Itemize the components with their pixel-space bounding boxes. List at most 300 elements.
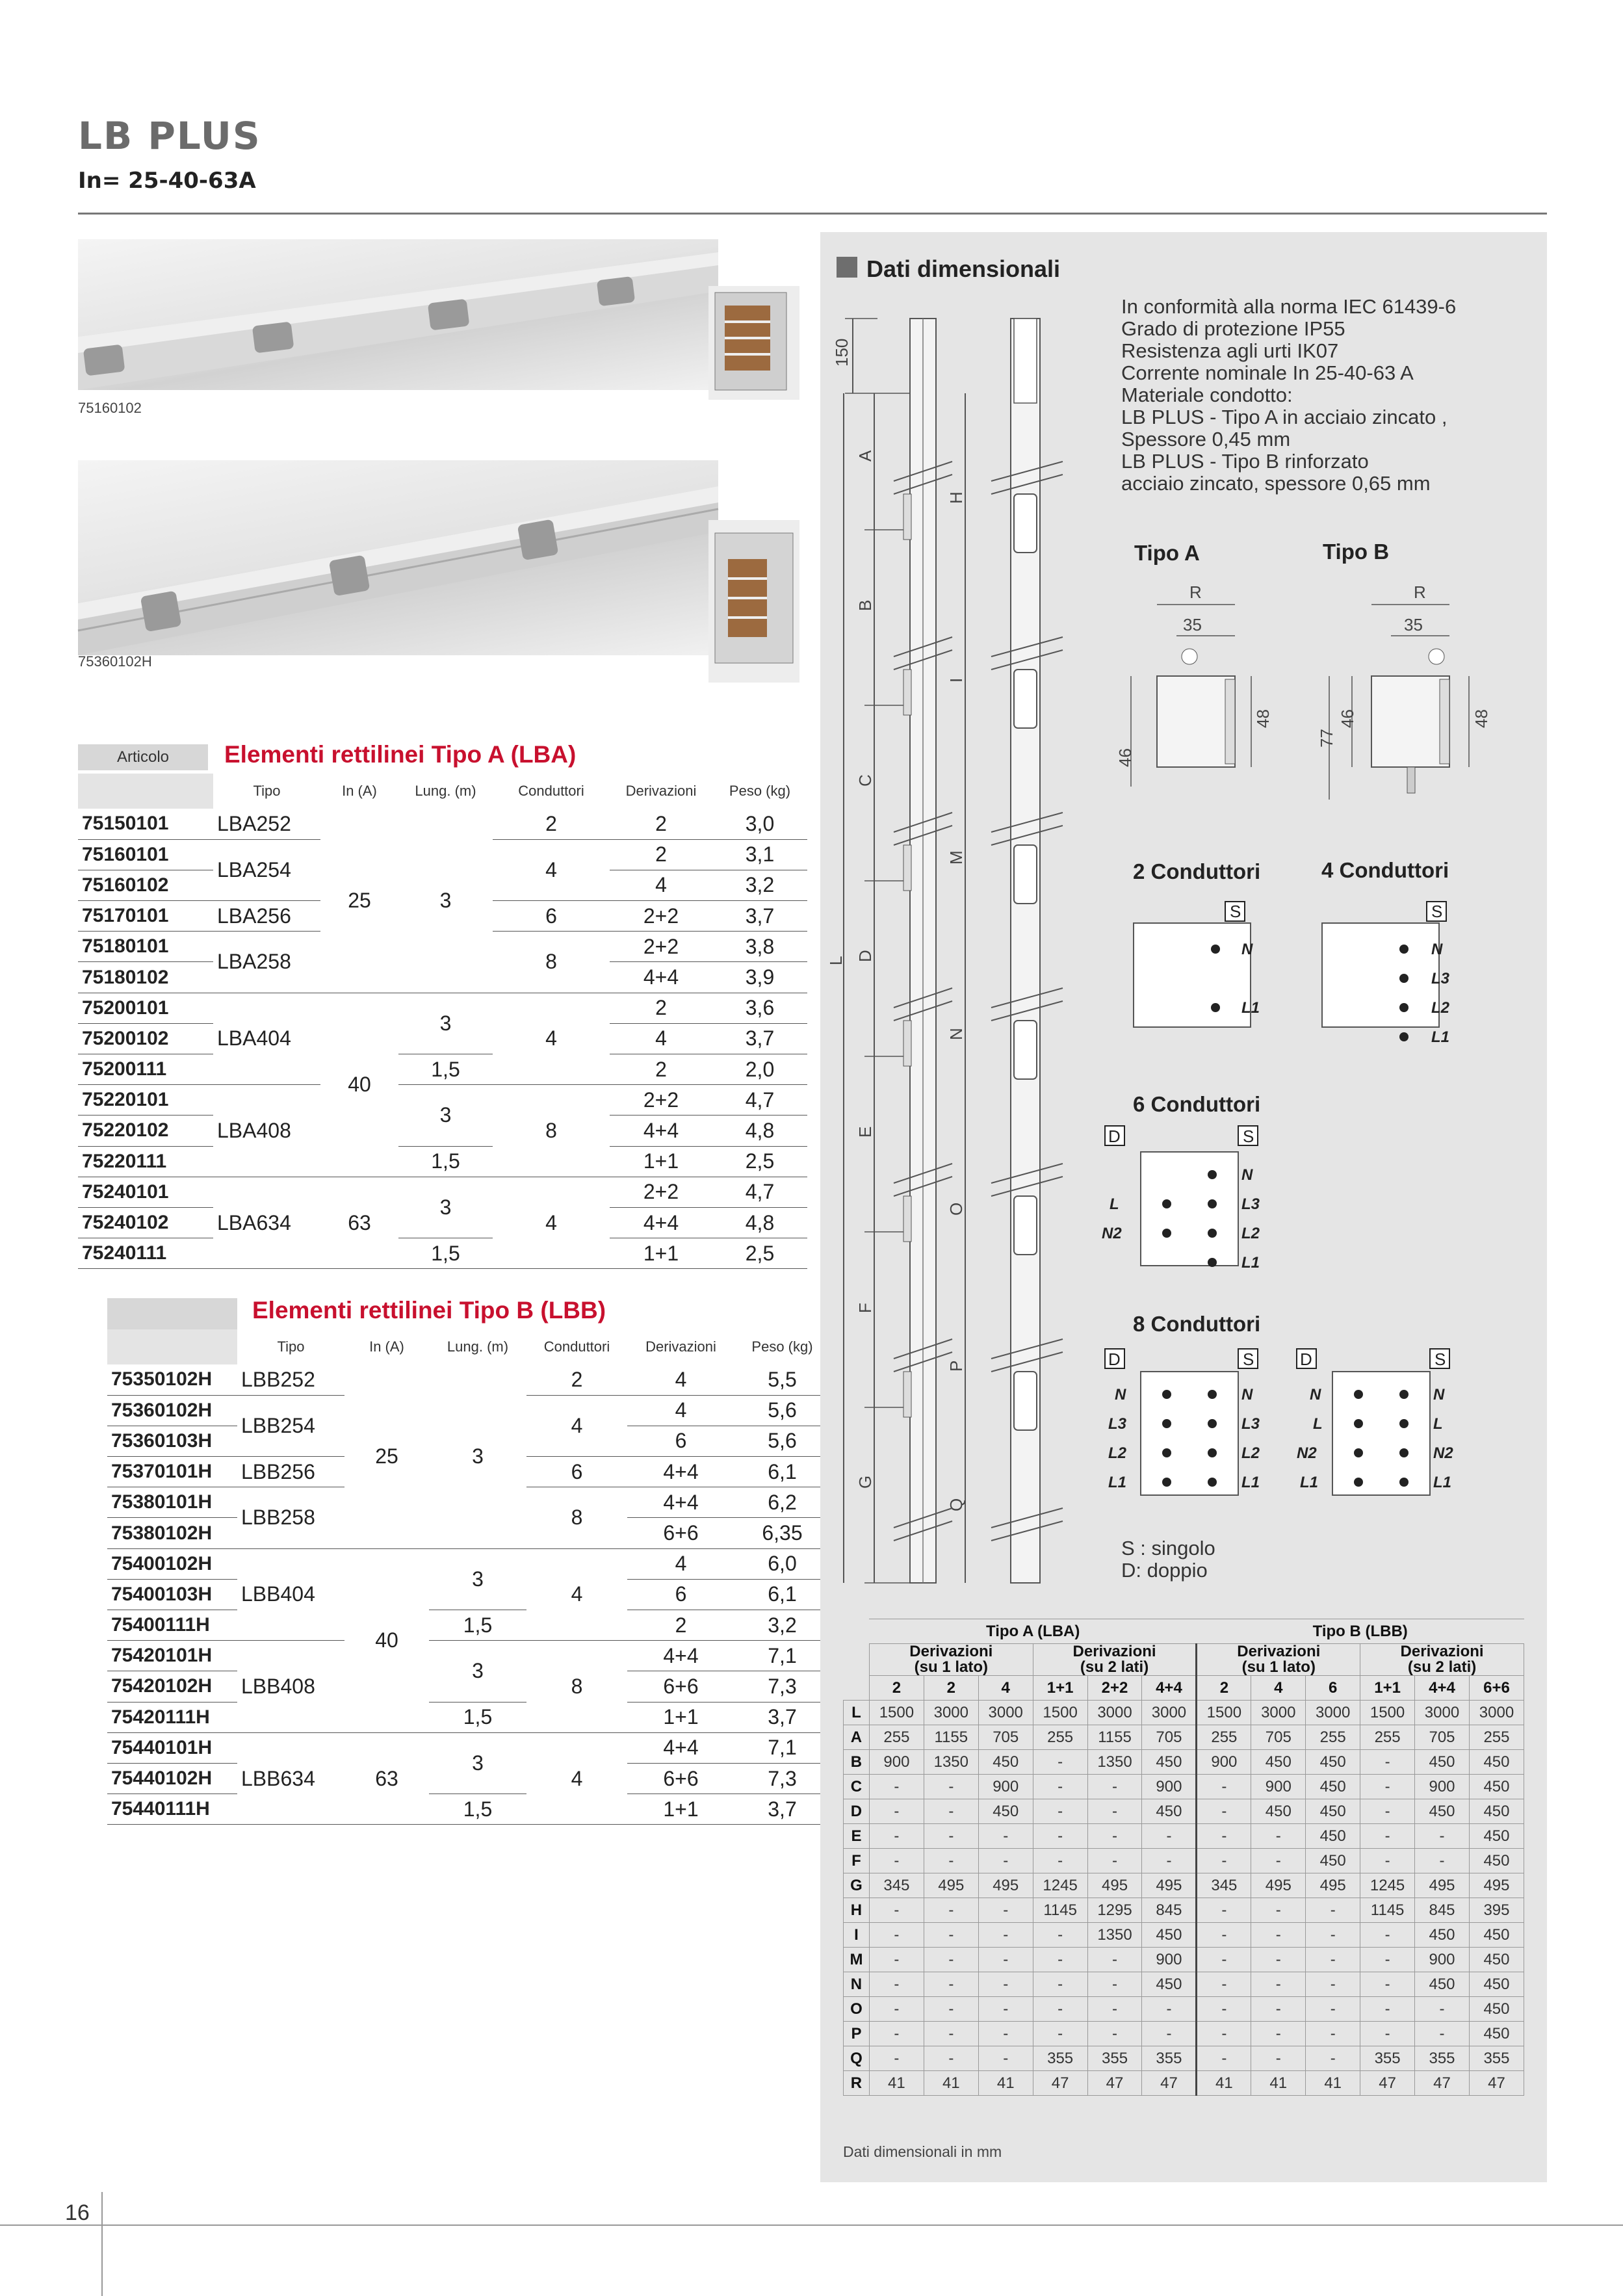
dim-cell: 255 — [1469, 1725, 1524, 1750]
peso-cell: 2,5 — [712, 1146, 807, 1177]
th-conduttori: Conduttori — [543, 1338, 610, 1355]
article-code: 75380102H — [107, 1518, 237, 1548]
table-b-title: Elementi rettilinei Tipo B (LBB) — [252, 1297, 606, 1324]
dim-cell: 1500 — [1360, 1701, 1415, 1725]
dim-cell: - — [978, 1824, 1033, 1849]
article-code: 75380101H — [107, 1487, 237, 1518]
dim-row-key: F — [844, 1849, 870, 1873]
dim-cell: - — [1251, 1849, 1306, 1873]
dim-cell: - — [869, 1923, 924, 1948]
dim-cell: - — [869, 2022, 924, 2046]
dim-cell: - — [1360, 2022, 1415, 2046]
dim-cell: - — [1197, 1799, 1251, 1824]
dim-48: 48 — [1253, 709, 1273, 728]
product-photo-lbb — [78, 460, 718, 655]
table-row — [78, 809, 807, 839]
dim-col-header: 2 — [924, 1676, 978, 1701]
lbl-n: N — [1433, 1386, 1445, 1403]
dim-cell: 450 — [1142, 1799, 1197, 1824]
dim-cell: - — [1415, 1849, 1470, 1873]
article-code: 75360103H — [107, 1426, 237, 1456]
spec-line: acciaio zincato, spessore 0,65 mm — [1121, 472, 1431, 495]
dim-cell: - — [924, 1972, 978, 1997]
dim-cell: - — [1306, 1923, 1360, 1948]
peso-cell: 3,2 — [712, 870, 807, 900]
lbl-l1: L1 — [1241, 999, 1260, 1017]
lung-cell: 1,5 — [429, 1702, 526, 1732]
lbl-l2: L2 — [1241, 1444, 1260, 1462]
article-code: 75400102H — [107, 1548, 237, 1579]
conduttori-cell: 8 — [526, 1641, 627, 1733]
dim-cell: 900 — [1142, 1775, 1197, 1799]
dim-cell: - — [924, 1948, 978, 1972]
dim-cell: - — [1033, 2022, 1087, 2046]
cond8-diagram-a — [1102, 1346, 1290, 1521]
peso-cell: 6,0 — [734, 1548, 830, 1579]
dim-cell: - — [924, 1898, 978, 1923]
article-code: 75360102H — [107, 1395, 237, 1426]
mark-s: S — [1243, 1127, 1254, 1146]
lbl-l3: L3 — [1241, 1415, 1260, 1433]
lung-cell: 3 — [429, 1732, 526, 1794]
dim-col-header: 2+2 — [1087, 1676, 1142, 1701]
dim-cell: 255 — [1197, 1725, 1251, 1750]
dim-cell: - — [978, 2046, 1033, 2071]
dim-row-key: L — [844, 1701, 870, 1725]
dim-cell: 345 — [869, 1873, 924, 1898]
conduttori-cell: 8 — [493, 932, 610, 993]
spec-line: Grado di protezione IP55 — [1121, 317, 1345, 340]
dim-cell: 1500 — [869, 1701, 924, 1725]
dim-cell: 355 — [1360, 2046, 1415, 2071]
derivazioni-cell: 2 — [610, 809, 712, 839]
dim-cell: - — [1197, 1923, 1251, 1948]
peso-cell: 3,6 — [712, 993, 807, 1023]
table-b-header-blank — [107, 1329, 237, 1364]
dim-cell: - — [1197, 2022, 1251, 2046]
dim-cell: 705 — [1251, 1725, 1306, 1750]
lbl-l: L — [1433, 1415, 1443, 1433]
dim-cell: - — [1087, 1948, 1142, 1972]
lbl-l2: L2 — [1431, 999, 1450, 1017]
peso-cell: 6,35 — [734, 1518, 830, 1548]
dim-cell: 47 — [1033, 2071, 1087, 2096]
lung-cell: 3 — [398, 1085, 493, 1146]
dim-cell: 1245 — [1033, 1873, 1087, 1898]
der-2-sides-b — [1360, 1644, 1524, 1676]
dim-cell: 495 — [978, 1873, 1033, 1898]
lbl-l1: L1 — [1241, 1474, 1260, 1491]
tipo-cell: LBA256 — [213, 901, 320, 932]
derivazioni-cell: 4+4 — [610, 1207, 712, 1238]
table-row — [107, 1610, 830, 1641]
spec-list — [1121, 296, 1456, 495]
in-cell: 40 — [344, 1548, 429, 1732]
dim-cell: 450 — [1306, 1824, 1360, 1849]
article-code: 75420111H — [107, 1702, 237, 1732]
dim-cell: - — [1087, 1849, 1142, 1873]
table-row — [844, 2046, 1524, 2071]
lung-cell: 3 — [398, 809, 493, 993]
lung-cell: 1,5 — [398, 1146, 493, 1177]
th-derivazioni: Derivazioni — [645, 1338, 716, 1355]
dim-cell: - — [1306, 2046, 1360, 2071]
dim-cell: - — [1142, 1997, 1197, 2022]
dim-cell: 1350 — [1087, 1923, 1142, 1948]
dim-cell: 450 — [1469, 1750, 1524, 1775]
dim-48-b: 48 — [1472, 709, 1491, 728]
lbl-l: L — [1313, 1415, 1323, 1433]
table-row — [78, 1054, 807, 1085]
dim-cell: 450 — [1469, 1923, 1524, 1948]
dim-cell: - — [869, 1997, 924, 2022]
derivazioni-cell: 6+6 — [627, 1671, 734, 1702]
busbar-a-illustration — [78, 239, 718, 390]
dim-cell: 900 — [869, 1750, 924, 1775]
tipo-cell: LBA252 — [213, 809, 320, 839]
peso-cell: 3,8 — [712, 932, 807, 962]
dim-row-key: R — [844, 2071, 870, 2096]
peso-cell: 7,3 — [734, 1671, 830, 1702]
table-row — [844, 1997, 1524, 2022]
dim-cell: 355 — [1087, 2046, 1142, 2071]
lbl-l3: L3 — [1431, 970, 1450, 987]
dim-cell: - — [978, 1849, 1033, 1873]
derivazioni-cell: 2 — [610, 839, 712, 870]
dim-cell: 1295 — [1087, 1898, 1142, 1923]
lung-cell: 3 — [429, 1364, 526, 1548]
derivazioni-cell: 6 — [627, 1426, 734, 1456]
dim-col-row — [844, 1676, 1524, 1701]
dim-cell: - — [978, 1898, 1033, 1923]
der-1-side-b — [1197, 1644, 1360, 1676]
dim-row-key: C — [844, 1775, 870, 1799]
peso-cell: 5,5 — [734, 1364, 830, 1395]
table-row — [78, 1146, 807, 1177]
dim-cell: - — [1251, 1948, 1306, 1972]
table-b — [107, 1329, 830, 1825]
dim-col-header: 4+4 — [1415, 1676, 1470, 1701]
dim-cell: 900 — [1197, 1750, 1251, 1775]
der-label: Derivazioni — [1400, 1643, 1484, 1660]
dim-P: P — [946, 1360, 966, 1372]
dim-cell: - — [924, 2046, 978, 2071]
dim-cell: - — [1415, 1824, 1470, 1849]
dim-cell: - — [1360, 1849, 1415, 1873]
table-b-tag — [107, 1298, 237, 1329]
dim-cell: 450 — [1415, 1923, 1470, 1948]
tipo-cell: LBA404 — [213, 993, 320, 1085]
dim-cell: - — [1142, 2022, 1197, 2046]
dim-cell: 3000 — [978, 1701, 1033, 1725]
derivazioni-cell: 4 — [610, 1023, 712, 1054]
page-subtitle: In= 25-40-63A — [78, 168, 256, 194]
lbl-l1: L1 — [1241, 1254, 1260, 1272]
legend-single: S : singolo — [1121, 1537, 1215, 1559]
dim-cell: - — [869, 1824, 924, 1849]
dim-cell: 450 — [1142, 1972, 1197, 1997]
lung-cell: 3 — [398, 993, 493, 1054]
article-code: 75420101H — [107, 1641, 237, 1671]
lung-cell: 1,5 — [398, 1238, 493, 1269]
mark-s: S — [1431, 902, 1443, 921]
dim-cell: - — [869, 1898, 924, 1923]
dim-cell: - — [1087, 1799, 1142, 1824]
derivazioni-cell: 6+6 — [627, 1518, 734, 1548]
peso-cell: 4,7 — [712, 1085, 807, 1115]
dim-cell: 450 — [978, 1750, 1033, 1775]
article-code: 75350102H — [107, 1364, 237, 1395]
spec-line: Materiale condotto: — [1121, 384, 1293, 406]
table-row — [844, 1898, 1524, 1923]
dim-cell: - — [1087, 1972, 1142, 1997]
lbl-l: L — [1110, 1195, 1119, 1213]
spec-line: In conformità alla norma IEC 61439-6 — [1121, 295, 1457, 318]
article-code: 75220102 — [78, 1115, 213, 1146]
dim-cell: 450 — [1306, 1750, 1360, 1775]
dim-r: R — [1189, 582, 1202, 602]
table-row — [844, 1701, 1524, 1725]
dim-row-key: B — [844, 1750, 870, 1775]
dim-cell: 47 — [1087, 2071, 1142, 2096]
derivazioni-cell: 4+4 — [610, 1115, 712, 1146]
dim-B: B — [855, 599, 875, 611]
dim-cell: 3000 — [1087, 1701, 1142, 1725]
der-sub: (su 1 lato) — [914, 1658, 988, 1676]
dim-cell: 3000 — [1251, 1701, 1306, 1725]
table-row — [107, 1641, 830, 1671]
table-row — [107, 1364, 830, 1395]
conduttori-cell: 8 — [493, 1085, 610, 1177]
lung-cell: 3 — [398, 1177, 493, 1238]
dim-cell: - — [869, 2046, 924, 2071]
in-cell: 25 — [344, 1364, 429, 1548]
dim-cell: 41 — [1251, 2071, 1306, 2096]
dim-cell: 47 — [1360, 2071, 1415, 2096]
table-row — [107, 1702, 830, 1732]
article-code: 75160102 — [78, 870, 213, 900]
peso-cell: 2,0 — [712, 1054, 807, 1085]
dim-row-key: E — [844, 1824, 870, 1849]
table-row — [844, 1972, 1524, 1997]
dim-group-row — [844, 1619, 1524, 1644]
derivazioni-cell: 1+1 — [610, 1238, 712, 1269]
article-code: 75180102 — [78, 962, 213, 993]
dim-cell: 41 — [924, 2071, 978, 2096]
cond4-label: 4 Conduttori — [1321, 858, 1449, 882]
dim-cell: 41 — [1197, 2071, 1251, 2096]
lbl-n2: N2 — [1433, 1444, 1453, 1462]
dim-cell: - — [1142, 1824, 1197, 1849]
dim-cell: 900 — [978, 1775, 1033, 1799]
lbl-n: N — [1431, 941, 1443, 958]
dim-N: N — [946, 1028, 966, 1040]
dim-cell: - — [1306, 1972, 1360, 1997]
dim-col-header: 2 — [869, 1676, 924, 1701]
mark-d: D — [1300, 1350, 1312, 1369]
product-photo-lba — [78, 239, 718, 390]
dim-cell: 1145 — [1360, 1898, 1415, 1923]
th-in: In (A) — [369, 1338, 404, 1355]
dim-cell: - — [1306, 1898, 1360, 1923]
busbar-elevation-drawing — [826, 306, 1079, 1593]
in-cell: 25 — [320, 809, 398, 993]
peso-cell: 4,8 — [712, 1115, 807, 1146]
th-tipo: Tipo — [277, 1338, 305, 1355]
dim-cell: 3000 — [1306, 1701, 1360, 1725]
cond8-diagram-b — [1293, 1346, 1462, 1521]
table-a-header-row — [78, 774, 807, 809]
dim-cell: - — [924, 1775, 978, 1799]
dim-row-key: Q — [844, 2046, 870, 2071]
dim-35-b: 35 — [1404, 615, 1423, 634]
dim-col-header: 6 — [1306, 1676, 1360, 1701]
dimension-table — [843, 1619, 1524, 2096]
tipo-cell: LBB258 — [237, 1487, 344, 1548]
mark-s: S — [1435, 1350, 1446, 1369]
photo-code-1: 75160102 — [78, 400, 142, 416]
derivazioni-cell: 4+4 — [610, 962, 712, 993]
der-1-side-a — [869, 1644, 1033, 1676]
dim-der-row — [844, 1644, 1524, 1676]
conduttori-cell: 6 — [526, 1457, 627, 1487]
article-code: 75220101 — [78, 1085, 213, 1115]
derivazioni-cell: 6+6 — [627, 1763, 734, 1794]
table-a-title: Elementi rettilinei Tipo A (LBA) — [224, 741, 577, 768]
dim-cell: 900 — [1415, 1948, 1470, 1972]
dim-cell: 450 — [1469, 1824, 1524, 1849]
derivazioni-cell: 4+4 — [627, 1732, 734, 1763]
conduttori-cell: 4 — [526, 1548, 627, 1641]
dim-cell: - — [978, 1923, 1033, 1948]
derivazioni-cell: 6 — [627, 1579, 734, 1610]
spec-line: Corrente nominale In 25-40-63 A — [1121, 361, 1414, 384]
table-a-header-blank — [78, 774, 213, 809]
table-row — [78, 1238, 807, 1269]
cond2-diagram — [1131, 894, 1274, 1063]
table-row — [844, 1849, 1524, 1873]
dim-cell: - — [1360, 1972, 1415, 1997]
dim-C: C — [855, 774, 875, 787]
dim-cell: 41 — [978, 2071, 1033, 2096]
dim-row-key: A — [844, 1725, 870, 1750]
article-code: 75200111 — [78, 1054, 213, 1085]
lbl-n: N — [1310, 1386, 1321, 1403]
dim-cell: 47 — [1469, 2071, 1524, 2096]
conduttori-cell: 4 — [493, 993, 610, 1085]
busbar-a-end-detail — [708, 286, 799, 400]
dim-cell: 41 — [1306, 2071, 1360, 2096]
dim-corner — [844, 1644, 870, 1676]
cond6-diagram — [1102, 1123, 1290, 1292]
der-label: Derivazioni — [909, 1643, 993, 1660]
der-label: Derivazioni — [1237, 1643, 1321, 1660]
articolo-tag: Articolo — [78, 744, 208, 770]
peso-cell: 4,7 — [712, 1177, 807, 1207]
dim-cell: - — [1033, 1923, 1087, 1948]
dim-cell: 705 — [978, 1725, 1033, 1750]
dim-cell: - — [1360, 1775, 1415, 1799]
cond2-label: 2 Conduttori — [1133, 859, 1261, 883]
lbl-l3: L3 — [1241, 1195, 1260, 1213]
dim-cell: 255 — [1306, 1725, 1360, 1750]
dim-46-b: 46 — [1338, 709, 1357, 728]
header-divider — [78, 213, 1547, 215]
der-2-sides-a — [1033, 1644, 1197, 1676]
dim-col-header: 2 — [1197, 1676, 1251, 1701]
lung-cell: 3 — [429, 1548, 526, 1610]
dim-cell: - — [1033, 1997, 1087, 2022]
article-code: 75240111 — [78, 1238, 213, 1269]
peso-cell: 6,2 — [734, 1487, 830, 1518]
article-code: 75370101H — [107, 1457, 237, 1487]
dim-cell: 1145 — [1033, 1898, 1087, 1923]
peso-cell: 6,1 — [734, 1457, 830, 1487]
derivazioni-cell: 4 — [627, 1364, 734, 1395]
article-code: 75200102 — [78, 1023, 213, 1054]
lbl-l1: L1 — [1108, 1474, 1127, 1491]
dim-cell: 900 — [1142, 1948, 1197, 1972]
in-cell: 63 — [320, 1177, 398, 1269]
th-conduttori: Conduttori — [518, 783, 584, 799]
dim-cell: - — [1251, 1997, 1306, 2022]
dim-cell: - — [1033, 1948, 1087, 1972]
th-derivazioni: Derivazioni — [625, 783, 697, 799]
dim-D: D — [855, 950, 875, 962]
dim-cell: - — [1251, 2022, 1306, 2046]
tipo-cell: LBB254 — [237, 1395, 344, 1456]
der-sub: (su 2 lati) — [1080, 1658, 1149, 1676]
dim-cell: - — [1360, 1750, 1415, 1775]
peso-cell: 3,9 — [712, 962, 807, 993]
dim-col-header: 4 — [1251, 1676, 1306, 1701]
dim-row-key: P — [844, 2022, 870, 2046]
peso-cell: 7,3 — [734, 1763, 830, 1794]
dim-cell: - — [1033, 1849, 1087, 1873]
dim-cell: 450 — [1469, 1849, 1524, 1873]
article-code: 75170101 — [78, 901, 213, 932]
dim-cell: - — [1197, 1849, 1251, 1873]
table-row — [78, 1085, 807, 1115]
photo-code-2: 75360102H — [78, 653, 152, 670]
lung-cell: 1,5 — [429, 1794, 526, 1825]
peso-cell: 7,1 — [734, 1641, 830, 1671]
conduttori-cell: 2 — [493, 809, 610, 839]
table-row — [844, 2071, 1524, 2096]
busbar-b-illustration — [78, 460, 718, 655]
dim-cell: - — [1197, 2046, 1251, 2071]
dim-cell: 450 — [1469, 1799, 1524, 1824]
dim-cell: - — [978, 1997, 1033, 2022]
dim-cell: 450 — [1469, 2022, 1524, 2046]
tipo-cell: LBA254 — [213, 839, 320, 900]
legend — [1121, 1537, 1215, 1582]
derivazioni-cell: 2 — [627, 1610, 734, 1641]
dim-cell: - — [869, 1775, 924, 1799]
dim-cell: - — [1033, 1972, 1087, 1997]
conduttori-cell: 2 — [526, 1364, 627, 1395]
busbar-b-end-detail — [708, 520, 799, 683]
dim-cell: - — [1415, 1997, 1470, 2022]
dim-cell: 450 — [1469, 1948, 1524, 1972]
dim-cell: 705 — [1142, 1725, 1197, 1750]
peso-cell: 3,0 — [712, 809, 807, 839]
der-sub: (su 1 lato) — [1241, 1658, 1316, 1676]
dim-cell: 355 — [1033, 2046, 1087, 2071]
tipo-cell: LBA408 — [213, 1085, 320, 1177]
dim-cell: - — [1033, 1824, 1087, 1849]
article-code: 75440111H — [107, 1794, 237, 1825]
